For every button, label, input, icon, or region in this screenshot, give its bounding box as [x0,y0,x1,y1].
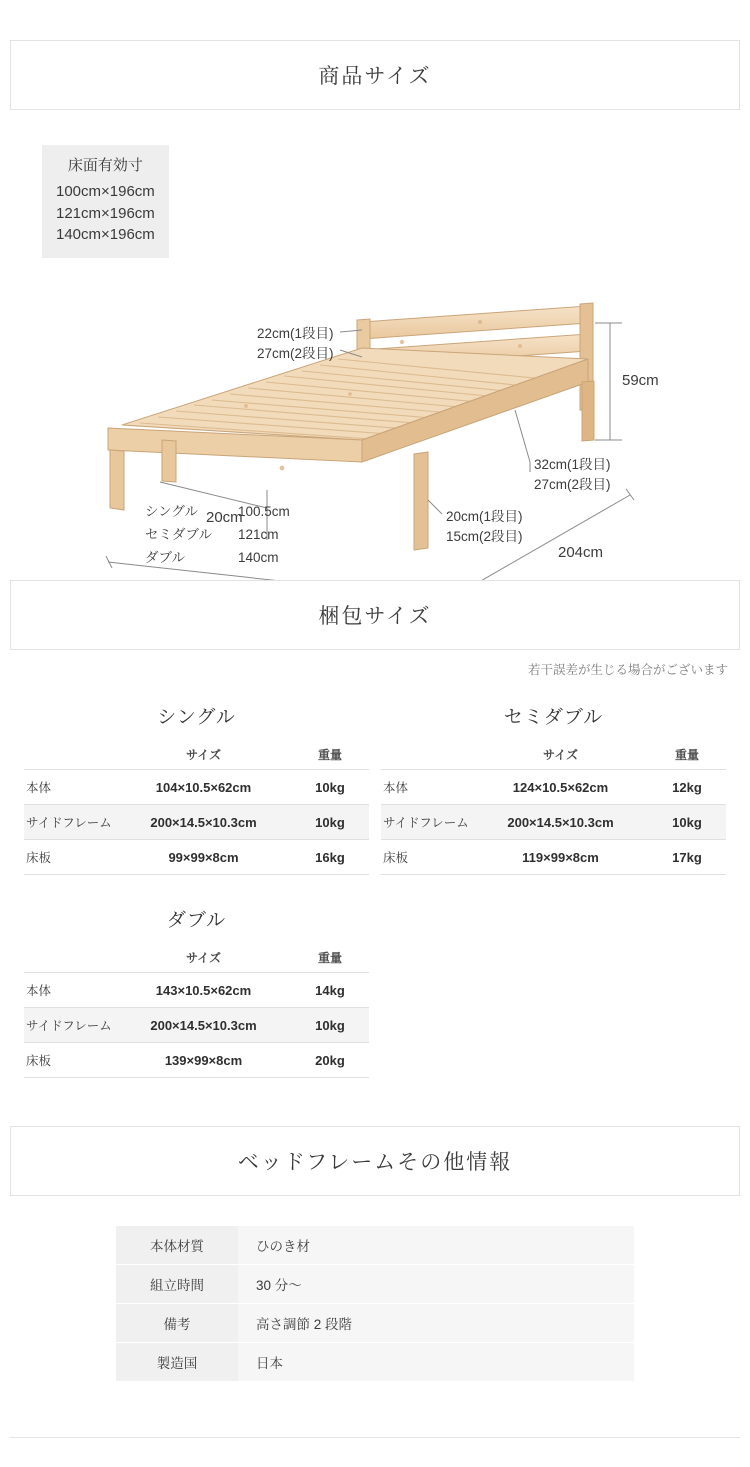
table-row [116,1304,634,1343]
packing-title-double: ダブル [166,910,227,931]
packing-row-weight: 10kg [291,770,369,805]
bed-dimension-diagram [10,110,740,580]
label-total-height: 59cm [622,372,659,389]
packing-table-double [24,946,369,1078]
packing-row-weight: 14kg [291,973,369,1008]
table-row [116,1343,634,1382]
section-title-text: 商品サイズ [318,65,432,88]
packing-block-semidouble [375,702,732,875]
table-row [116,1226,634,1265]
packing-table-semidouble [381,743,726,875]
packing-header-row [24,946,369,973]
packing-row-size: 119×99×8cm [473,840,648,875]
packing-row-name: 床板 [24,1043,116,1078]
packing-header-size: サイズ [185,951,222,965]
packing-header-size: サイズ [185,748,222,762]
packing-header-weight: 重量 [317,748,342,762]
bed-illustration [10,110,750,580]
packing-row-size: 139×99×8cm [116,1043,291,1078]
packing-header-row [24,743,369,770]
packing-row-size: 200×14.5×10.3cm [116,1008,291,1043]
label-leg-height-left: 20cm [206,509,243,526]
label-side-step2: 27cm(2段目) [534,477,611,492]
packing-row-name: 床板 [24,840,116,875]
width-name-single: シングル [145,504,198,519]
packing-row-size: 124×10.5×62cm [473,770,648,805]
info-value: ひのき材 [238,1226,634,1265]
packing-row-weight: 16kg [291,840,369,875]
packing-row-size: 143×10.5×62cm [116,973,291,1008]
width-name-double: ダブル [145,549,185,565]
section-header-packing-size [10,580,740,650]
packing-table-single [24,743,369,875]
table-row [116,1265,634,1304]
packing-row-size: 104×10.5×62cm [116,770,291,805]
label-headboard-step1: 22cm(1段目) [257,326,334,341]
width-row-double [145,548,290,569]
floor-size-title: 床面有効寸 [67,157,143,174]
width-row-single [145,502,290,523]
table-row [24,1008,369,1043]
packing-header-weight: 重量 [317,951,342,965]
packing-row-size: 200×14.5×10.3cm [116,805,291,840]
section-title-text-packing: 梱包サイズ [318,605,432,628]
info-value: 日本 [238,1343,634,1382]
packing-header-weight: 重量 [674,748,699,762]
packing-row-name: サイドフレーム [24,805,116,840]
label-side-step1: 32cm(1段目) [534,457,611,472]
table-row [381,805,726,840]
floor-size-line-3: 140cm×196cm [56,226,155,244]
info-key: 製造国 [116,1343,238,1382]
packing-row-name: 本体 [24,973,116,1008]
label-headboard-step2: 27cm(2段目) [257,346,334,361]
other-info-wrap [0,1226,750,1382]
packing-title-single: シングル [157,707,236,728]
packing-block-double [18,905,375,1078]
section-title-text-other: ベッドフレームその他情報 [237,1151,513,1174]
width-name-semidouble: セミダブル [145,526,212,542]
packing-row-size: 200×14.5×10.3cm [473,805,648,840]
packing-row-weight: 10kg [291,805,369,840]
packing-block-single [18,702,375,875]
section-header-other-info [10,1126,740,1196]
label-leg-step2: 15cm(2段目) [446,529,523,544]
label-leg-step1: 20cm(1段目) [446,509,523,524]
packing-row-name: 本体 [24,770,116,805]
packing-row-name: 本体 [381,770,473,805]
packing-row-name: サイドフレーム [24,1008,116,1043]
width-row-semidouble [145,525,290,546]
info-key: 組立時間 [116,1265,238,1304]
table-row [381,840,726,875]
packing-row-weight: 20kg [291,1043,369,1078]
table-row [24,973,369,1008]
packing-title-semidouble: セミダブル [503,707,604,728]
floor-size-line-2: 121cm×196cm [56,204,155,222]
table-row [24,1043,369,1078]
width-value-double: 140cm [237,549,279,565]
section-header-product-size [10,40,740,110]
other-info-table [116,1226,634,1382]
packing-header-blank [24,743,116,770]
info-value: 高さ調節 2 段階 [238,1304,634,1343]
floor-size-line-1: 100cm×196cm [56,182,155,200]
width-size-table [143,500,292,571]
packing-row-weight: 10kg [291,1008,369,1043]
packing-row-weight: 12kg [648,770,726,805]
product-spec-page [0,40,750,1467]
packing-note: 若干誤差が生じる場合がございます [527,663,728,677]
table-row [381,770,726,805]
packing-row-weight: 10kg [648,805,726,840]
table-row [24,840,369,875]
packing-row-name: 床板 [381,840,473,875]
label-depth: 204cm [558,544,604,561]
packing-header-size: サイズ [542,748,579,762]
packing-tables [18,702,732,1078]
table-row [24,805,369,840]
packing-row-weight: 17kg [648,840,726,875]
packing-row-name: サイドフレーム [381,805,473,840]
table-row [24,770,369,805]
info-value: 30 分〜 [238,1265,634,1304]
packing-row-size: 99×99×8cm [116,840,291,875]
bottom-divider [10,1437,740,1467]
width-value-single: 100.5cm [237,504,290,519]
width-value-semidouble: 121cm [237,526,279,542]
info-key: 本体材質 [116,1226,238,1265]
packing-header-blank [381,743,473,770]
packing-header-blank [24,946,116,973]
info-key: 備考 [116,1304,238,1343]
packing-header-row [381,743,726,770]
packing-block-empty [375,875,732,1078]
